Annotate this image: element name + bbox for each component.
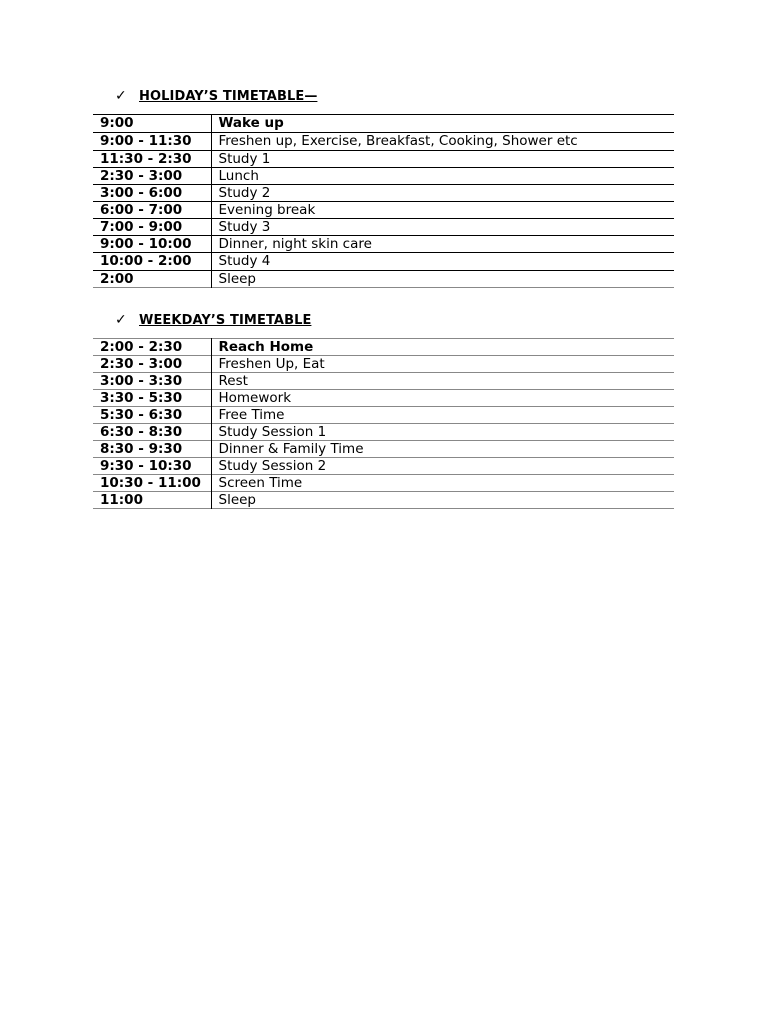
activity-cell: Free Time — [218, 407, 285, 423]
checkmark-icon: ✓ — [115, 312, 127, 328]
activity-cell: Homework — [218, 390, 292, 406]
time-cell: 3:00 - 6:00 — [93, 185, 211, 202]
table-row — [93, 202, 674, 219]
activity-cell: Sleep — [218, 271, 257, 287]
activity-cell: Study Session 2 — [218, 458, 327, 474]
holiday-section — [93, 86, 674, 288]
table-row — [93, 115, 674, 133]
time-cell: 5:30 - 6:30 — [93, 407, 211, 424]
time-cell: 6:30 - 8:30 — [93, 424, 211, 441]
activity-cell: Study 2 — [218, 185, 271, 201]
activity-cell: Rest — [218, 373, 248, 389]
time-cell: 6:00 - 7:00 — [93, 202, 211, 219]
time-cell: 10:00 - 2:00 — [93, 253, 211, 271]
table-row — [93, 407, 674, 424]
activity-cell: Dinner & Family Time — [218, 441, 364, 457]
activity-cell: Lunch — [218, 168, 259, 184]
table-row — [93, 475, 674, 492]
table-row — [93, 219, 674, 236]
activity-cell: Reach Home — [218, 339, 314, 355]
table-row — [93, 339, 674, 356]
table-row — [93, 390, 674, 407]
table-row — [93, 253, 674, 271]
activity-cell: Wake up — [218, 115, 284, 131]
time-cell: 3:30 - 5:30 — [93, 390, 211, 407]
time-cell: 9:00 - 10:00 — [93, 236, 211, 253]
table-row — [93, 168, 674, 185]
activity-cell: Study 3 — [218, 219, 271, 235]
table-row — [93, 151, 674, 168]
time-cell: 2:00 - 2:30 — [93, 339, 211, 356]
time-cell: 7:00 - 9:00 — [93, 219, 211, 236]
time-cell: 2:00 — [93, 271, 211, 288]
time-cell: 10:30 - 11:00 — [93, 475, 211, 492]
table-row — [93, 373, 674, 390]
table-row — [93, 133, 674, 151]
table-row — [93, 458, 674, 475]
weekday-timetable — [93, 338, 674, 509]
time-cell: 2:30 - 3:00 — [93, 356, 211, 373]
table-row — [93, 441, 674, 458]
activity-cell: Study 4 — [218, 253, 271, 269]
time-cell: 9:30 - 10:30 — [93, 458, 211, 475]
time-cell: 11:30 - 2:30 — [93, 151, 211, 168]
checkmark-icon: ✓ — [115, 88, 127, 104]
holiday-heading — [115, 86, 674, 106]
weekday-title: WEEKDAY’S TIMETABLE — [139, 312, 312, 328]
holiday-title: HOLIDAY’S TIMETABLE— — [139, 88, 318, 104]
time-cell: 9:00 - 11:30 — [93, 133, 211, 151]
table-row — [93, 356, 674, 373]
weekday-section — [93, 310, 674, 509]
time-cell: 8:30 - 9:30 — [93, 441, 211, 458]
activity-cell: Freshen up, Exercise, Breakfast, Cooking, Shower etc — [218, 133, 578, 149]
time-cell: 11:00 — [93, 492, 211, 509]
time-cell: 9:00 — [93, 115, 211, 133]
table-row — [93, 236, 674, 253]
time-cell: 2:30 - 3:00 — [93, 168, 211, 185]
weekday-heading — [115, 310, 674, 330]
activity-cell: Sleep — [218, 492, 257, 508]
activity-cell: Study 1 — [218, 151, 271, 167]
activity-cell: Study Session 1 — [218, 424, 327, 440]
activity-cell: Evening break — [218, 202, 316, 218]
table-row — [93, 185, 674, 202]
table-row — [93, 424, 674, 441]
holiday-timetable — [93, 114, 674, 288]
table-row — [93, 271, 674, 288]
time-cell: 3:00 - 3:30 — [93, 373, 211, 390]
table-row — [93, 492, 674, 509]
activity-cell: Freshen Up, Eat — [218, 356, 325, 372]
activity-cell: Screen Time — [218, 475, 303, 491]
activity-cell: Dinner, night skin care — [218, 236, 372, 252]
